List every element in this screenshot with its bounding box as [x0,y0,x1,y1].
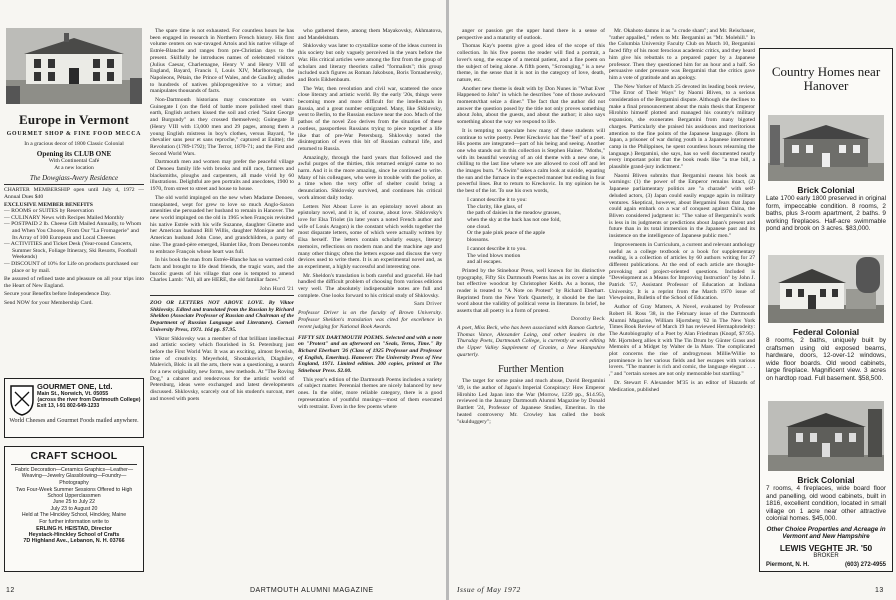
paragraph: The New Yorker of March 25 devoted its leading book review, "The Error of Their Ways" by Naomi Bliven, to a serious consideration of the Bergamini dispute. Although she declines to make a final pronouncement about the main thesis that Emperor Hirohito himself plotted and managed his country's military expansion, she exonerates Bergamini from many bigoted charges. Particularly she praised his assiduous and meritorious attention to the fine points of the Japanese language. (Born in Japan, a prisoner of war during youth in a Japanese internment camp in the Philippines, he spent countless hours relearning the language.) Bergamini, she says, has so well documented nearly every important point that the book reads like "a true bill, a plausible grand-jury indictment." [609,83,755,171]
review-body [150,336,294,403]
gourmet-one-phone: Exit 13, I-91 802-649-1233 [37,403,100,409]
brick-house-illustration [768,115,884,181]
paragraph: The War, then revolution and civil war, scattered the once close literary and artistic world. By the early '20s, things were becoming more and more difficult for the intellectuals in Russia, and a great number emigrated. Many, like Shklovsky, went to Berlin, to the Russian enclave near the zoo. Much of the pathos of the novel Zoo derives from the situation of these rootless, passportless Russians trying to piece together a life like that of pre-War Petersburg. Shklovsky noted the disintegration of even this bit of Russian cultural life, and returned to Russia. [298,85,442,152]
poem-line: one cloud. [467,223,491,230]
poem-line: Or the pale pink peace of the apple [467,230,546,237]
europe-ad-benefits-list [4,208,144,274]
craft-school-ad [4,446,144,572]
signature-dorothy-beck: Dorothy Beck [571,315,605,322]
europe-ad-send: Send NOW for your Membership Card. [4,299,93,306]
poem-quote-1 [457,197,605,244]
europe-ad-title: Europe in Vermont [18,112,130,127]
brick-colonial-2-body: 7 rooms, 4 fireplaces, wide board floor and panelling, old wood cabinets, built in 1816, excellent condition, located in small village on 1 acre near other attractive colonial homes. $45,000. [766,485,886,522]
poem-line: blossoms. [467,237,490,244]
europe-ad-charter: CHARTER MEMBERSHIP open until July 4, 1972 — Annual Dues $40 [4,187,144,200]
europe-ad-opening: Opening its CLUB ONE [36,150,112,159]
paragraph: Viktor Shklovsky was a member of that brilliant intellectual and artistic society which flourished in St. Petersburg just before the First World War. It was an exciting, almost feverish, time of creativity. Meyerhold, Shostakovich, Diaghilev, Malevich, Blok: in all the arts, there was a questioning, a search for a new originality, new forms, new methods. At "The Roving Dog," a cabaret and rendezvous for the artistic world of Petersburg, ideas were exchanged and latest developments discussed. Shklovsky, scarcely out of his student's surcoat, met and moved with poets [150,335,294,402]
broker-location: Piermont, N. H. [766,562,810,569]
signature-john-hurd: John Hurd '21 [259,286,294,293]
left-column-2 [298,28,442,572]
right-column-2 [609,28,755,572]
paragraph: It is tempting to speculate how many of these students will continue to write poetry. Peter Kreckovic has the "feel" of a poet. His poems are integrated—part of his being and seeing. Another one who stands out in this collection is Stephen Hainer. "Moths," with its beautiful weaving of an old theme with a new one, is chilling to the last line where we are allowed to cool off and let the images burn. "A Swim" takes a calm look at suicide, equating the sun and the furnace in the expected manner but ending in four powerful lines. But to return to Kreckovic. In my opinion he is the best of the lot. To use his own words, [457,127,605,195]
right-page [449,0,896,600]
paragraph: Mr. Sheldon's translation is both careful and graceful. He had handled the difficult problem of choosing from various editions very well. The absolutely indispensable notes are full and complete. One looks forward to his critical study of Shklovsky. [298,272,442,299]
issue-date-footer: Issue of May 1972 [457,585,521,594]
further-mention-body: The target for some praise and much abuse, David Bergamini '49, is the author of Japan's Imperial Conspiracy: How Emperor Hirohito Led Japan into the War (Morrow, 1239 pp., $14.95), reviewed in the January Dartmouth Alumni Magazine by Donald Bartlett '24, Professor of Japanese Studies, Emeritus. In the heated controversy Mr. Crowley has called the book "skulduggery"; [457,378,605,425]
europe-ad-opening-detail2: At a new location [54,164,94,171]
colonial-house-photo [6,28,142,104]
brick-colonial-photo-1 [768,115,884,181]
poem-line: I cannot describe it to you: [467,196,527,203]
paragraph: Amazingly, through the hard years that followed and the awful purges of the thirties, this returned emigré came to no harm. And it is the more amazing, since he continued to write. Many of his colleagues, who were in trouble with the police, at a time when the very offer of shelter could bring a denunciation. Shklovsky survived, and continues his critical work almost daily today. [298,154,442,201]
poem-line: I cannot describe it to you. [467,245,527,252]
country-homes-ad [759,48,893,572]
gourmet-one-ad [4,378,144,438]
page-number-right: 13 [875,587,884,594]
right-column-1 [457,28,605,572]
page-number-left: 12 [6,587,15,594]
paragraph: Author of Gray Matters, A Novel, evaluated by Professor Robert H. Ross '38, in the February issue of the Dartmouth Alumni Magazine, William Hjortsberg '62 in The New York Times Book Review of March 19 has reviewed Hermaphrodeity: The Autobiography of a Poet by Alan Friedman (Knopf, $7.95). Mr. Hjortsberg allies it with The Tin Drum by Günter Grass and Memoirs of a Midget by Walter de la Mare. The complicated plot concerns the rise of androgynous Millie/Willie to prominence in her various fields and her escapes with various lovers. "The manner is rich and comic, the language elegant . . . ," and "certain scenes are not only memorable but startling." [609,304,755,378]
magazine-name-footer: DARTMOUTH ALUMNI MAGAZINE [250,587,374,594]
europe-ad-residence: The Dowgiass-Avery Residence [29,174,119,183]
brick-colonial-photo-2 [768,401,884,471]
craft-school-title: CRAFT SCHOOL [30,450,118,462]
gourmet-one-tagline: World Cheeses and Gourmet Foods mailed anywhere. [9,418,139,424]
broker-name: LEWIS VEGHTE JR. '50 [779,543,873,554]
craft-school-courses: Fabric Decoration—Ceramics Graphics—Leather—Weaving—Jewelry Glassblowing—Foundry—Photography [14,467,134,486]
poem-quote-2 [457,246,605,266]
paragraph: who gathered there, among them Mayakovsky, Akhmatova, and Mandelshtam. [298,28,442,41]
broker-role: BROKER [813,553,839,560]
benefit-item: — ACTIVITIES and Ticket Desk (Year-round Concerts, Summer Stock, Foliage Itinerary, Ski Resorts, Football Weekends) [4,241,137,261]
craft-school-held: Held at The Hinckley School, Hinckley, Maine [21,512,127,519]
gourmet-one-address: Main St., Norwich, Vt. 05055 [37,391,109,397]
benefit-item: — DISCOUNT of 10% for Life on products purchased our place or by mail. [4,260,139,274]
craft-school-sessions: Two Four-Week Summer Sessions Offered to High School Upperclassmen [15,486,133,500]
paragraph: Shklovsky was later to crystallize some of the ideas current in this society but only vaguely perceived in the years before the War. His critical articles were among the first from the group of scholars and literary theorists called "formalists"; this group included such figures as Roman Jakobson, Boris Tomashevsky, and Boris Eikhenbaum. [298,43,442,83]
europe-ad [4,28,144,358]
poem-line: the path of daisies in the meadow grasses, [467,210,561,217]
paragraph: anger or passion get the upper hand there is a sense of perspective and a maturity of outlook. [457,28,605,41]
poems-review-body [457,28,605,195]
poem-line: when the sky at the back has not one fold, [467,216,561,223]
federal-colonial-body: 8 rooms, 2 baths, uniquely built by craftsmen using old exposed beams, hardware, doors, 12-over-12 windows, wide floor boards. Old wood cabinets, large fireplace. Magnificent view. 3 acres on hardtop road. Full basement. $58,500. [766,337,886,382]
left-column-1 [150,28,294,572]
federal-colonial-title: Federal Colonial [792,327,860,337]
paragraph: The old world impinged on the new when Madame Denoeu, transplanted, wept for grew to love so much Anglo-Saxon amenities she persuaded her husband to remain in Hanover. The new world impinged on the old in 1965 when François revisited his native Estrée with his wife Suzanne, daughter Ginette and her American husband Bill Willis, daughter Monique and her American husband John Cone, and grandchildren, a party of nine. The grand-père emerged, Hamlet like, from Denoeu tombs to embrace François whose heart was full. [150,194,294,255]
poem-line: and all escapes. [467,259,502,266]
brick-house-illustration-2 [768,401,884,471]
broker-phone: (603) 272-4955 [844,562,886,569]
craft-school-dates1: June 25 to July 22 [52,499,96,506]
paragraph: The spare time is not exhausted. For countless hours he has been engaged in research in Northern French history. His first volume centers on war-ravaged Artois and his native village of Estrée-Blanche and ranges from pre-Christian days to the present. Skilfully he introduces names of celebrated visitors (Julius Caesar, Charlemagne, Henry V and Henry VIII of England, Bayard, Francis I, Louis XIV, Marlborough, the Napoleons, Pétain, the Prince of Wales, and de Gaulle); alludes to hundreds of natives philoprogenitive to a virtue; and manipulates thousands of facts. [150,28,294,95]
benefit-item: — CULINARY News with Recipes Mailed Monthly [4,214,124,221]
craft-school-contact: ERLING H. HEISTAD, Director [36,525,112,532]
further-mention-title: Further Mention [498,364,564,376]
craft-school-contact3: 7D Highland Ave., Lebanon, N. H. 03766 [23,538,125,545]
review-heading: ZOO OR LETTERS NOT ABOVE LOVE. By Viktor Shklovsky. Edited and translated from the Russian by Richard Sheldon (Associate Professor of Russian and Chairman of the Department of Russian Language and Literature). Cornell University Press, 1971. 164 pp. $7.95. [150,300,294,333]
other-properties: Other Choice Properties and Acreage in Vermont and New Hampshire [766,525,886,540]
europe-ad-benefits-heading: EXCLUSIVE MEMBER BENEFITS [4,201,93,208]
paragraph: Improvements in Curriculum, a current and relevant anthology useful as a college textbook or a book for supplementary reading, is a collection of articles by 60 authors writing for 27 different publications. At the end of each article are thought-provoking and project-oriented questions. Included is "Development as a Means for Improving Instruction" by John J. Patrick '57, Assistant Professor of Education at Indiana University. It is a reprint from the March 1970 issue of Viewpoints, Bulletin of the School of Education. [609,241,755,302]
federal-house-illustration [768,255,884,323]
europe-ad-subtitle: GOURMET SHOP & FINE FOOD MECCA [6,131,142,137]
paragraph: Dartmouth men and women may prefer the peaceful village of Denoeu family life with brooks and mill race, farmers and blacksmiths, ploughs and carpenters, all made vivid by 60 illustrations. Delightful are pen portraits and anecdotes, 1900 to 1970, from street to street and house to house. [150,159,294,193]
article-body [150,28,294,284]
europe-ad-setting: In a gracious decor of 1800 Classic Colonial [24,140,124,147]
brick-colonial-1-body: Late 1700 early 1800 preserved in original form, impeccable condition. 8 rooms, 2 baths, plus 3-room apartment, 2 baths. 9 working fireplaces. Half-acre swimmable pond and brook on 3 acres. $83,000. [766,195,886,232]
craft-school-contact2: Heystack-Hinckley School of Crafts [28,532,120,539]
europe-ad-secure: Secure your Benefits before Independence Day. [4,291,111,298]
poem-line: The clarity, like glass, of [467,203,523,210]
fifty-six-poems-heading: FIFTY SIX DARTMOUTH POEMS. Selected and with a note on "Protest" and an afterword on "Seals, Terns, Time." By Richard Eberhart '26 (Class of 1925 Professor and Professor of English, Emeritus). Hanover: The University Press of New England, 1971. Limited edition. 200 copies, printed at The Stinehour Press. $2.00. [298,334,442,375]
europe-ad-opening-detail: With Continental Café [48,158,100,165]
driver-note: Professor Driver is on the faculty of Brown University. Professor Sheldon's translation was cited for excellence in recent judging for National Book Awards. [298,310,442,330]
review-body-continued [298,28,442,299]
federal-colonial-photo [768,255,884,323]
europe-ad-assurance: Be assured of refined taste and pleasure on all your trips into the Heart of New England. [4,276,144,289]
gourmet-one-name: GOURMET ONE, Ltd. [37,382,113,391]
paragraph: Dr. Stewart F. Alexander M'35 is an editor of Hazards of Medication, published [609,379,755,393]
paragraph: In his book the man from Estrée-Blanche has so warmed cold facts and brought to life dead friends, the tragic wars, and the bucolic guests of his village that one is tempted to amend Charles Lamb: "All, all are HERE, the old familiar faces." [150,257,294,284]
poem-line: The wind blows motion [467,252,521,259]
brick-colonial-2-title: Brick Colonial [797,475,855,485]
paragraph: Non-Dartmouth historians may concentrate on wars: Guinegate I (on the field of battle more polished steel than earth, English archers kissed the soil and cried "Saint George and Burgundy" as they crossed themselves); Guinegate II (Henry VIII with 13,000 men and 29 pages, among them a young English mistress in boy's clothes, versus Bayard, "le chevalier sans peur et sans reproche," captured at Enitte); the Revolution (1789-1792); The Terror, 1870-71; and the First and Second World Wars. [150,97,294,157]
further-mention-continued [609,28,755,393]
crest-icon [9,384,35,416]
paragraph: Mr. Okahoto damns it as "a crude sham"; and Mr. Reischauer, "rather appalled," refers to Mr. Bergamini as "Mr. Molehill." In the Columbia University Faculty Club on March 10, Bergamini faced fifty of his most ferocious academic critics, and they heard him give his rebuttals to a prepared paper by a Japanese professor. Then they questioned him for an hour and a half. So persuasive under pressure was Bergamini that the critics gave him a vote of gratitude and an apology. [609,28,755,81]
brick-colonial-1-title: Brick Colonial [797,185,855,195]
poems-review-end: Printed by the Stinehour Press, well known for its distinctive typography, Fifty Six Dartmouth Poems has as its cover a simple but effective woodcut by Christopher Keith. As a bonus, the reader is treated to "A Note on Protest" by Richard Eberhart. Reprinted from the New York Quarterly, it should be the last word about the validity of political verse in literature. In brief, he asserts that all poetry is a form of protest. [457,267,605,315]
paragraph: Thomas Kay's poems give a good idea of the scope of this collection. In his five poems the reader will find a portrait, a lover's song, the escape of a mental patient, and a fine poem on the subject of being alone. A fifth poem, "Scrounging," is a new theme, in the sense that it is not in the category of love, death, nature, etc. [457,43,605,83]
country-homes-title: Country Homes near Hanover [771,64,881,93]
signature-sam-driver: Sam Driver [414,301,442,308]
gourmet-one-across: (across the river from Dartmouth College) [37,397,141,403]
beck-note: A poet, Miss Beck, who has been associated with Ramon Guthrie, Thomas Vance, Alexander Laing, and other leaders in the Thursday Poets, Dartmouth College, is currently at work editing the Upper Valley Supplement of Granite, a New Hampshire quarterly. [457,324,605,358]
colonial-house-illustration [6,28,142,104]
paragraph: Letters Not About Love is an epistolary novel about an epistolary novel, and it is, of course, about love. Shklovsky's love for Elsa Triolet (in later years a noted French author and wife of Louis Aragon) is the constant which welds together the most disparate letters, some of which were actually written by Elsa herself. The letters contain scholarly essays, literary memoirs, reflections on modern man and the machine age and many other things; often the letters expose and discuss the very devices used to write them. It is an experimental novel and, as an experiment, a highly successful and interesting one. [298,203,442,270]
benefit-item: — POSTPAID 2 lb. Cheese Gift Mailed Annually, to Whom and When You Choose, From Our "La Fromagerie" and Its Array of 100 European and Local Cheeses [4,221,142,241]
craft-school-dates2: July 23 to August 20 [50,505,98,512]
left-page [0,0,446,600]
fifty-six-poems-body: This year's edition of the Dartmouth Poems includes a variety of subject matter. Perennial themes are nicely balanced by new ones. In the older, more reliable category, there is a good representation of youthful musings—most of them executed with restraint. Even in the few poems where [298,376,442,410]
paragraph: Another new theme is dealt with by Don Nunes in "What Ever Happened to John" in which he describes "one of those awkward moments/that seize a diner." The fact that the author did not answer the question posed by the title not only proves something about John, about the guests, and about the author; it also says something about the way we respond to life. [457,85,605,126]
benefit-item: — ROOMS or SUITES by Reservation [4,208,94,215]
paragraph: Naomi Bliven submits that Bergamini means his book as warnings: (1) the power of the Emperor remains intact, (2) Japanese parliamentary politics are "a charade" with self-deluded actors, (3) Japan could easily engage again in military ventures. Skeptical, however, about Bergamini fears that Japan could again embark on a war of conquest against China, the Bliven considered judgment is: "The value of Bergamini's work is less in its judgments or predictions about Japan's present and future than in its total immersion in the Japanese past and its insistence on the intelligence of Japanese public men." [609,172,755,240]
craft-school-info: For further information write to [39,519,109,526]
